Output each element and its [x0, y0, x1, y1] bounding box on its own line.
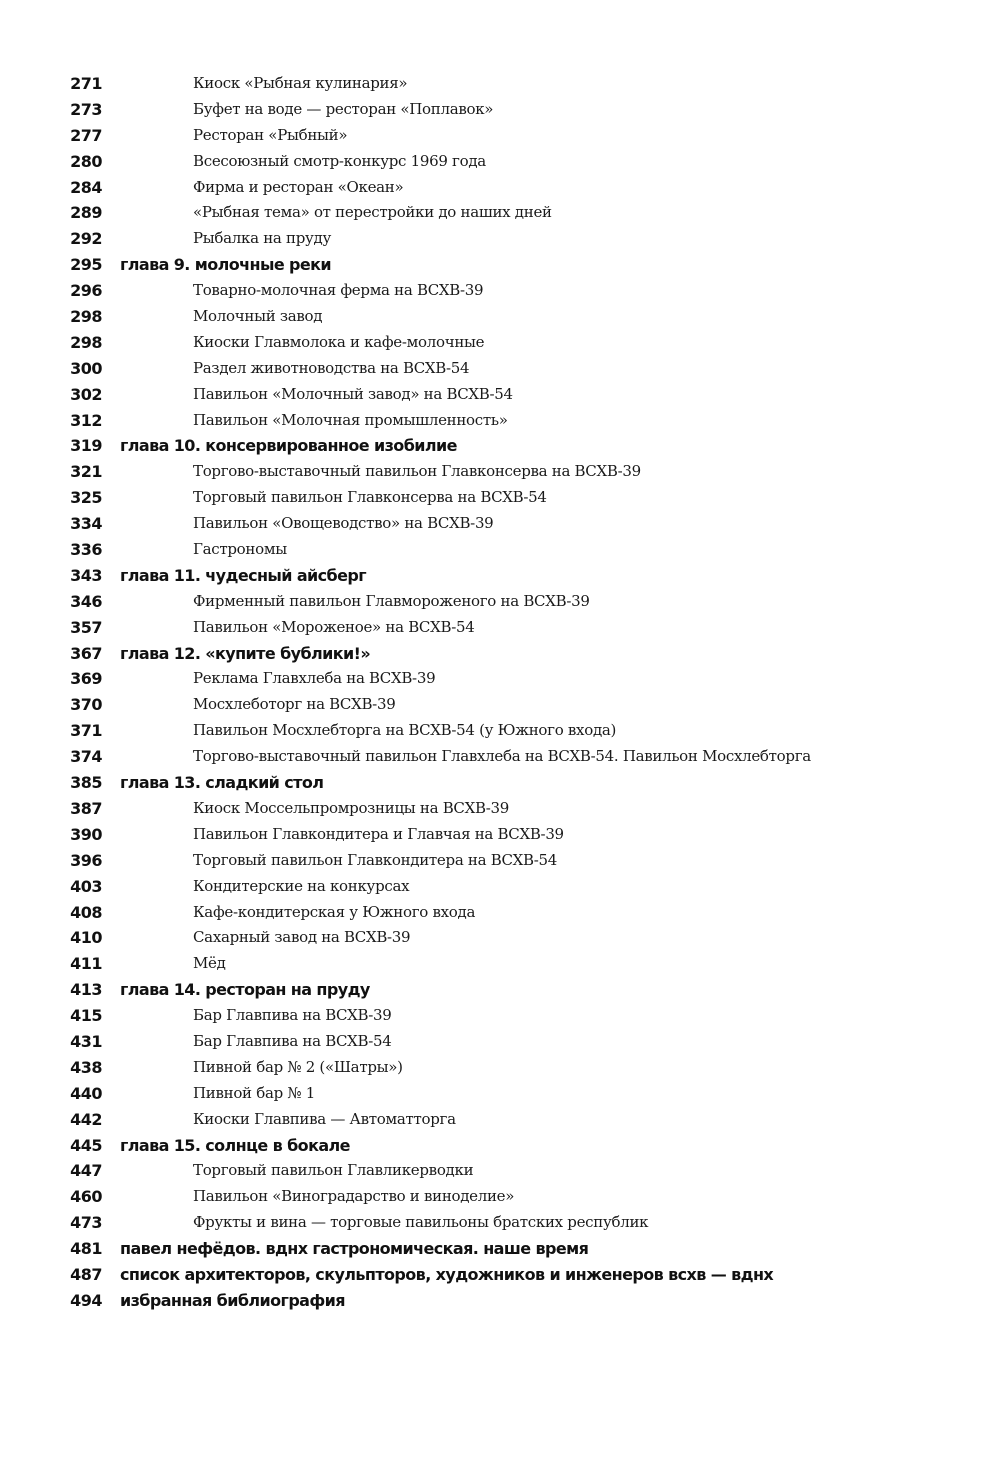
page-number: 438	[70, 1057, 102, 1077]
toc-chapter-heading	[0, 252, 1000, 278]
page-number: 442	[70, 1109, 102, 1129]
page-number: 319	[70, 436, 102, 456]
entry-title: глава 14. ресторан на пруду	[120, 980, 370, 1000]
entry-title: Ресторан «Рыбный»	[193, 125, 348, 144]
page-number: 415	[70, 1006, 102, 1026]
entry-title: глава 9. молочные реки	[120, 255, 332, 275]
toc-section-heading	[0, 1262, 1000, 1288]
toc-entry	[0, 1003, 1000, 1029]
toc-entry	[0, 1158, 1000, 1184]
entry-title: Пивной бар № 2 («Шатры»)	[193, 1057, 403, 1076]
page-number: 396	[70, 850, 102, 870]
entry-title: Гастрономы	[193, 540, 287, 559]
entry-title: Павильон «Молочная промышленность»	[193, 410, 508, 429]
toc-entry	[0, 304, 1000, 330]
entry-title: Фирменный павильон Главмороженого на ВСХВ-39	[193, 591, 590, 610]
toc-entry	[0, 175, 1000, 201]
entry-title: Павильон «Мороженое» на ВСХВ-54	[193, 617, 475, 636]
page-number: 374	[70, 747, 102, 767]
entry-title: Мёд	[193, 954, 226, 973]
entry-title: Пивной бар № 1	[193, 1083, 315, 1102]
entry-title: Павильон «Молочный завод» на ВСХВ-54	[193, 384, 513, 403]
toc-chapter-heading	[0, 433, 1000, 459]
page-number: 487	[70, 1264, 102, 1284]
entry-title: Кондитерские на конкурсах	[193, 876, 410, 895]
toc-entry	[0, 71, 1000, 97]
toc-section-heading	[0, 1288, 1000, 1314]
entry-title: Молочный завод	[193, 307, 323, 326]
entry-title: избранная библиография	[120, 1290, 345, 1310]
page-number: 321	[70, 462, 102, 482]
toc-entry	[0, 511, 1000, 537]
page-number: 296	[70, 281, 102, 301]
page-number: 447	[70, 1161, 102, 1181]
toc-chapter-heading	[0, 770, 1000, 796]
page-number: 371	[70, 721, 102, 741]
page-number: 357	[70, 617, 102, 637]
entry-title: «Рыбная тема» от перестройки до наших дней	[193, 203, 552, 222]
entry-title: Торговый павильон Главконсерва на ВСХВ-54	[193, 488, 547, 507]
toc-entry	[0, 459, 1000, 485]
entry-title: Киоск Моссельпромрозницы на ВСХВ-39	[193, 798, 509, 817]
toc-entry	[0, 718, 1000, 744]
page-number: 408	[70, 902, 102, 922]
entry-title: Павильон Главкондитера и Главчая на ВСХВ-39	[193, 824, 564, 843]
toc-entry	[0, 1055, 1000, 1081]
toc-entry	[0, 1184, 1000, 1210]
toc-entry	[0, 1107, 1000, 1133]
page-number: 387	[70, 798, 102, 818]
entry-title: глава 10. консервированное изобилие	[120, 436, 457, 456]
entry-title: глава 13. сладкий стол	[120, 773, 324, 793]
page-number: 273	[70, 99, 102, 119]
toc-entry	[0, 149, 1000, 175]
page-number: 385	[70, 773, 102, 793]
page-number: 298	[70, 332, 102, 352]
toc-entry	[0, 537, 1000, 563]
entry-title: глава 15. солнце в бокале	[120, 1135, 350, 1155]
page-number: 367	[70, 643, 102, 663]
toc-entry	[0, 408, 1000, 434]
toc-chapter-heading	[0, 641, 1000, 667]
page-number: 440	[70, 1083, 102, 1103]
entry-title: Фрукты и вина — торговые павильоны братских республик	[193, 1213, 649, 1232]
entry-title: список архитекторов, скульпторов, художников и инженеров всхв — вднх	[120, 1264, 774, 1284]
page-number: 284	[70, 177, 102, 197]
entry-title: Павильон «Овощеводство» на ВСХВ-39	[193, 514, 494, 533]
entry-title: павел нефёдов. вднх гастрономическая. наше время	[120, 1239, 589, 1259]
toc-entry	[0, 900, 1000, 926]
entry-title: Бар Главпива на ВСХВ-54	[193, 1031, 392, 1050]
entry-title: Торговый павильон Главкондитера на ВСХВ-54	[193, 850, 557, 869]
page-number: 300	[70, 358, 102, 378]
page-number: 403	[70, 876, 102, 896]
page-number: 325	[70, 488, 102, 508]
entry-title: Сахарный завод на ВСХВ-39	[193, 928, 411, 947]
toc-chapter-heading	[0, 977, 1000, 1003]
entry-title: глава 11. чудесный айсберг	[120, 565, 366, 585]
entry-title: Бар Главпива на ВСХВ-39	[193, 1006, 392, 1025]
toc-entry	[0, 226, 1000, 252]
page-number: 298	[70, 307, 102, 327]
page-number: 280	[70, 151, 102, 171]
toc-entry	[0, 822, 1000, 848]
page-number: 431	[70, 1031, 102, 1051]
entry-title: Торговый павильон Главликерводки	[193, 1161, 474, 1180]
page-number: 390	[70, 824, 102, 844]
page-number: 370	[70, 695, 102, 715]
page-number: 336	[70, 540, 102, 560]
entry-title: Торгово-выставочный павильон Главконсерва на ВСХВ-39	[193, 462, 641, 481]
entry-title: Фирма и ресторан «Океан»	[193, 177, 404, 196]
page-number: 277	[70, 125, 102, 145]
entry-title: глава 12. «купите бублики!»	[120, 643, 371, 663]
toc-entry	[0, 485, 1000, 511]
page-number: 289	[70, 203, 102, 223]
entry-title: Буфет на воде — ресторан «Поплавок»	[193, 99, 494, 118]
page-number: 369	[70, 669, 102, 689]
page-number: 271	[70, 74, 102, 93]
toc-entry	[0, 666, 1000, 692]
page-number: 295	[70, 255, 102, 275]
toc-section-heading	[0, 1236, 1000, 1262]
page-number: 343	[70, 565, 102, 585]
entry-title: Реклама Главхлеба на ВСХВ-39	[193, 669, 436, 688]
toc-entry	[0, 123, 1000, 149]
entry-title: Рыбалка на пруду	[193, 229, 332, 248]
toc-entry	[0, 589, 1000, 615]
entry-title: Раздел животноводства на ВСХВ-54	[193, 358, 470, 377]
page-number: 494	[70, 1290, 102, 1310]
page-number: 460	[70, 1187, 102, 1207]
entry-title: Павильон Мосхлебторга на ВСХВ-54 (у Южного входа)	[193, 721, 617, 740]
entry-title: Кафе-кондитерская у Южного входа	[193, 902, 476, 921]
toc-entry	[0, 97, 1000, 123]
entry-title: Киоск «Рыбная кулинария»	[193, 74, 408, 92]
toc-entry	[0, 1081, 1000, 1107]
entry-title: Мосхлеботорг на ВСХВ-39	[193, 695, 396, 714]
toc-chapter-heading	[0, 563, 1000, 589]
entry-title: Киоски Главпива — Автоматторга	[193, 1109, 456, 1128]
entry-title: Товарно-молочная ферма на ВСХВ-39	[193, 281, 484, 300]
entry-title: Павильон «Виноградарство и виноделие»	[193, 1187, 515, 1206]
toc-entry	[0, 874, 1000, 900]
entry-title: Торгово-выставочный павильон Главхлеба на ВСХВ-54. Павильон Мосхлебторга	[193, 747, 811, 766]
table-of-contents	[0, 71, 1000, 1314]
toc-entry	[0, 848, 1000, 874]
page-number: 302	[70, 384, 102, 404]
toc-entry	[0, 330, 1000, 356]
page-number: 410	[70, 928, 102, 948]
toc-entry	[0, 744, 1000, 770]
toc-entry	[0, 796, 1000, 822]
toc-entry	[0, 356, 1000, 382]
toc-entry	[0, 951, 1000, 977]
page-number: 445	[70, 1135, 102, 1155]
entry-title: Киоски Главмолока и кафе-молочные	[193, 332, 485, 351]
page-number: 473	[70, 1213, 102, 1233]
page-number: 481	[70, 1239, 102, 1259]
toc-entry	[0, 615, 1000, 641]
page-number: 334	[70, 514, 102, 534]
toc-entry	[0, 278, 1000, 304]
toc-entry	[0, 692, 1000, 718]
page-number: 292	[70, 229, 102, 249]
page-number: 312	[70, 410, 102, 430]
toc-entry	[0, 925, 1000, 951]
toc-entry	[0, 382, 1000, 408]
toc-chapter-heading	[0, 1133, 1000, 1159]
page-number: 413	[70, 980, 102, 1000]
page-number: 346	[70, 591, 102, 611]
page-number: 411	[70, 954, 102, 974]
toc-entry	[0, 200, 1000, 226]
toc-entry	[0, 1029, 1000, 1055]
toc-entry	[0, 1210, 1000, 1236]
entry-title: Всесоюзный смотр-конкурс 1969 года	[193, 151, 486, 170]
